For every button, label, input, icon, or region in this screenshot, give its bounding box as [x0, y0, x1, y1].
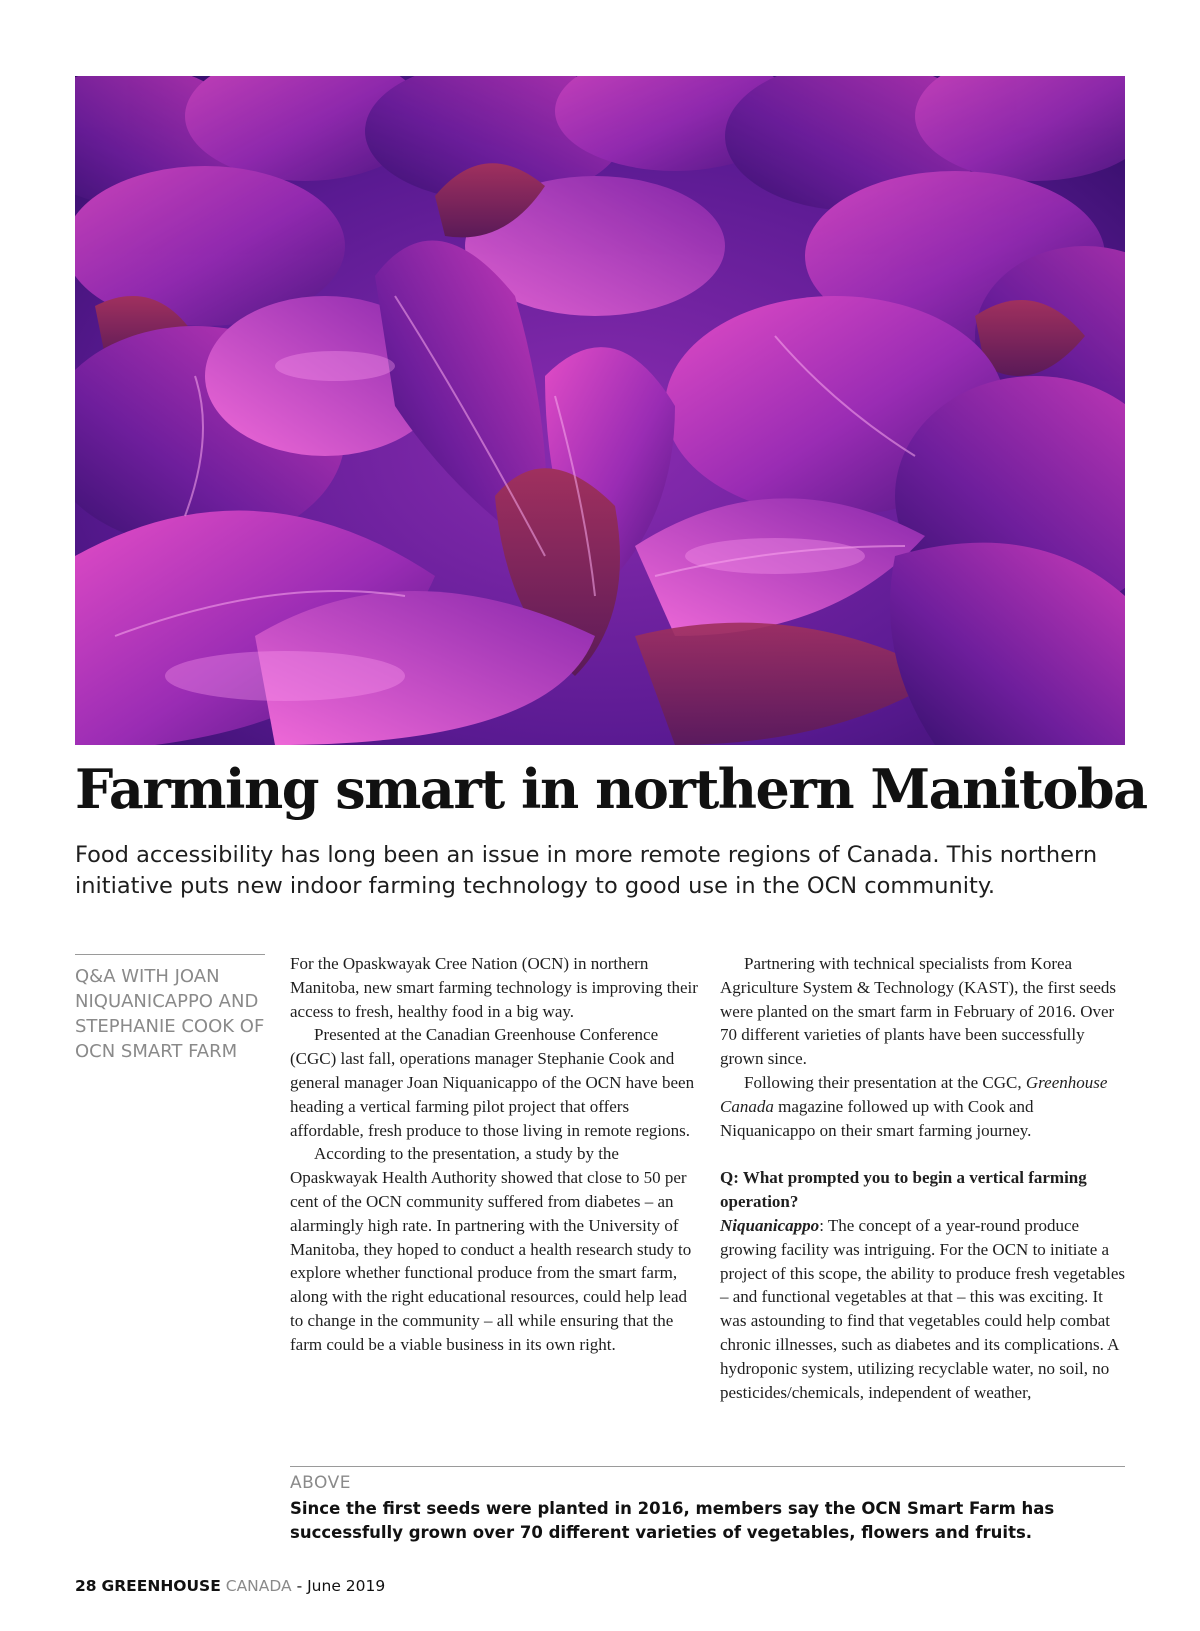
caption-rule [290, 1466, 1125, 1467]
deck-subtitle: Food accessibility has long been an issue in more remote regions of Canada. This northern initiative puts new indoor farming technology to good use in the OCN community. [75, 842, 1098, 899]
answer-speaker: Niquanicappo [720, 1215, 820, 1235]
publication-name-bold: GREENHOUSE [101, 1577, 221, 1595]
paragraph: Presented at the Canadian Greenhouse Conference (CGC) last fall, operations manager Stephanie Cook and general manager Joan Niquanicappo of the OCN have been heading a vertical farming pilot project that offers affordable, fresh produce to those living in remote regions. [290, 1025, 695, 1140]
interview-question: Q: What prompted you to begin a vertical farming operation? [720, 1168, 1087, 1212]
caption-label: ABOVE [290, 1473, 351, 1493]
paragraph: According to the presentation, a study by the Opaskwayak Health Authority showed that close to 50 per cent of the OCN community suffered from diabetes – an alarmingly high rate. In partnering with the University of Manitoba, they hoped to conduct a health research study to explore whether functional produce from the smart farm, along with the right educational resources, could help lead to change in the community – all while ensuring that the farm could be a viable business in its own right. [290, 1144, 692, 1354]
paragraph-lead: Following their presentation at the CGC, [744, 1072, 1022, 1092]
page-footer [75, 1577, 385, 1595]
hero-photo [75, 76, 1125, 745]
issue-date: - June 2019 [296, 1577, 386, 1595]
article-column-1 [290, 952, 702, 1357]
photo-caption: Since the first seeds were planted in 2016, members say the OCN Smart Farm has successfully grown over 70 different varieties of vegetables, flowers and fruits. [290, 1499, 1055, 1542]
answer-text: : The concept of a year-round produce growing facility was intriguing. For the OCN to initiate a project of this scope, the ability to produce fresh vegetables – and functional vegetables at that – this was exciting. It was astounding to find that vegetables could help combat chronic illnesses, such as diabetes and its complications. A hydroponic system, utilizing recyclable water, no soil, no pesticides/chemicals, independent of weather, [720, 1215, 1126, 1402]
spacer [720, 1142, 1130, 1166]
paragraph-rest: magazine followed up with Cook and Niquanicappo on their smart farming journey. [720, 1096, 1034, 1140]
paragraph: Partnering with technical specialists from Korea Agriculture System & Technology (KAST), the first seeds were planted on the smart farm in February of 2016. Over 70 different varieties of plants have been successfully grown since. [720, 954, 1117, 1069]
article-column-2 [720, 952, 1130, 1404]
headline: Farming smart in northern Manitoba [75, 757, 1147, 821]
publication-name-light: CANADA [225, 1577, 292, 1595]
interview-answer [720, 1214, 1130, 1404]
byline-rule [75, 954, 265, 955]
page-number: 28 [75, 1577, 97, 1595]
magazine-name: Greenhouse Canada [720, 1072, 1108, 1116]
byline: Q&A WITH JOAN NIQUANICAPPO AND STEPHANIE COOK OF OCN SMART FARM [75, 966, 265, 1062]
lettuce-photo-icon [75, 76, 1125, 745]
paragraph: For the Opaskwayak Cree Nation (OCN) in northern Manitoba, new smart farming technology is improving their access to fresh, healthy food in a big way. [290, 954, 698, 1021]
paragraph [720, 1071, 1130, 1142]
